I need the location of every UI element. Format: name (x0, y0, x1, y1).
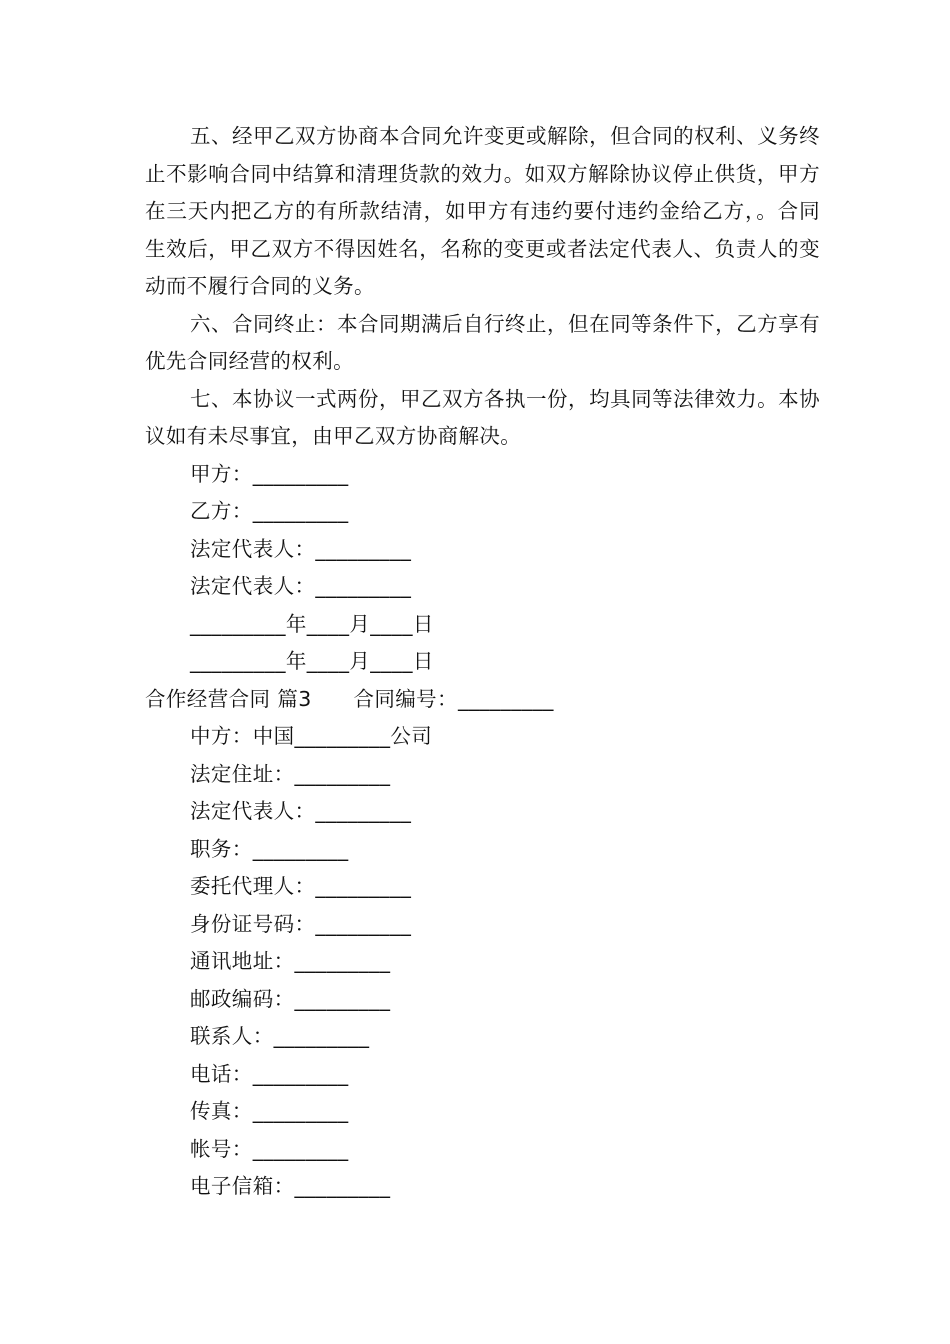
clause-six: 六、合同终止：本合同期满后自行终止，但在同等条件下，乙方享有优先合同经营的权利。 (145, 311, 820, 373)
party-info-block (145, 718, 820, 1206)
party-line: 中方：中国_________公司 (190, 724, 433, 748)
party-line: 身份证号码：_________ (190, 911, 412, 936)
date-line-b: _________年____月____日 (190, 649, 434, 673)
section-title: 合作经营合同 篇3 合同编号：_________ (145, 686, 554, 711)
signature-block (145, 456, 820, 681)
party-line: 电子信箱：_________ (190, 1174, 391, 1198)
party-line: 职务：_________ (190, 836, 349, 861)
clause-seven: 七、本协议一式两份，甲乙双方各执一份，均具同等法律效力。本协议如有未尽事宜，由甲乙双方协商解决。 (145, 386, 820, 448)
party-line: 电话：_________ (190, 1061, 349, 1086)
party-line: 通讯地址：_________ (190, 949, 391, 973)
party-line: 邮政编码：_________ (190, 986, 391, 1011)
clause-five: 五、经甲乙双方协商本合同允许变更或解除，但合同的权利、义务终止不影响合同中结算和清理货款的效力。如双方解除协议停止供货，甲方在三天内把乙方的有所款结清，如甲方有违约要付违约金给乙方，。合同生效后，甲乙双方不得因姓名，名称的变更或者法定代表人、负责人的变动而不履行合同的义务。 (145, 124, 820, 298)
legal-rep-signature-b: 法定代表人：_________ (190, 574, 412, 598)
document-body (145, 118, 820, 1206)
party-line: 传真：_________ (190, 1099, 349, 1123)
party-a-signature: 甲方：_________ (190, 461, 349, 486)
party-line: 帐号：_________ (190, 1136, 349, 1161)
date-line-a: _________年____月____日 (190, 611, 434, 636)
party-line: 法定住址：_________ (190, 761, 391, 786)
party-line: 委托代理人：_________ (190, 874, 412, 898)
party-line: 法定代表人：_________ (190, 799, 412, 823)
legal-rep-signature-a: 法定代表人：_________ (190, 536, 412, 561)
party-b-signature: 乙方：_________ (190, 499, 349, 523)
party-line: 联系人：_________ (190, 1024, 370, 1048)
